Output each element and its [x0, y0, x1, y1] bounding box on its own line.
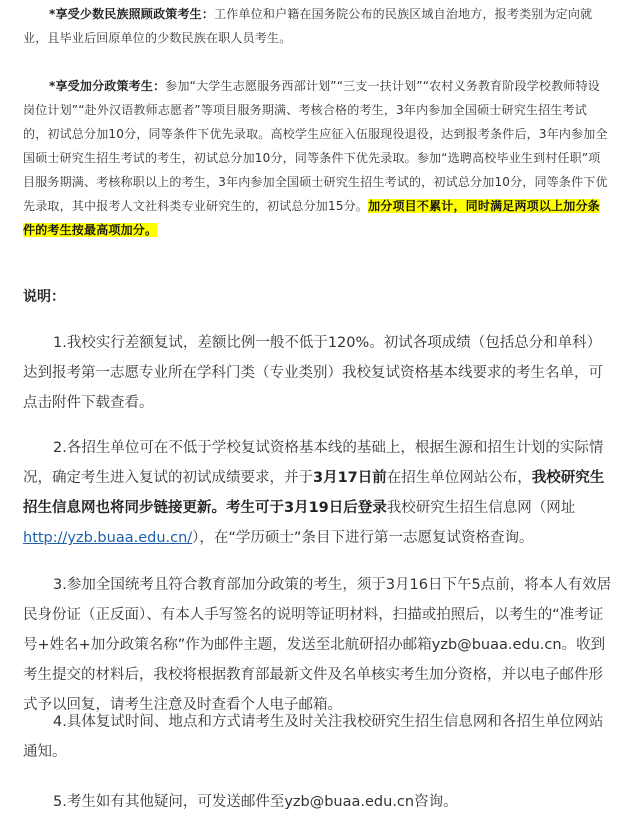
minority-policy-lead: *享受少数民族照顾政策考生：: [49, 7, 215, 21]
yzb-website-link[interactable]: http://yzb.buaa.edu.cn/: [23, 530, 193, 546]
notes-heading: 说明：: [23, 289, 65, 305]
note-4: 4.具体复试时间、地点和方式请考生及时关注我校研究生招生信息网和各招生单位网站通知。: [23, 714, 604, 760]
note-2-text-bold: 我校研究生招生信息网也将同步链接更新。考生可于3月19日后登录: [23, 470, 605, 516]
bonus-highlight-note: 加分项目不累计，同时满足两项以上加分条件的考生按最高项加分。: [23, 199, 600, 237]
note-2: [23, 433, 613, 553]
note-5: 5.考生如有其他疑问，可发送邮件至yzb@buaa.edu.cn咨询。: [53, 794, 458, 810]
note-2-text-a: 2.各招生单位可在不低于学校复试资格基本线的基础上，根据生源和招生计划的实际情况，确定考生进入复试的初试成绩要求，并于: [23, 440, 604, 486]
note-2-text-b: 在招生单位网站公布，: [386, 470, 532, 486]
note-2-text-c: 我校研究生招生信息网（网址: [386, 500, 576, 516]
bonus-policy-paragraph: [23, 74, 608, 242]
note-2-date-deadline: 3月17日前: [313, 470, 387, 486]
minority-policy-body: 工作单位和户籍在国务院公布的民族区域自治地方，报考类别为定向就业，且毕业后回原单位的少数民族在职人员考生。: [23, 7, 593, 45]
note-3: 3.参加全国统考且符合教育部加分政策的考生，须于3月16日下午5点前，将本人有效居民身份证（正反面）、有本人手写签名的说明等证明材料，扫描或拍照后，以考生的“准考证号+姓名+加分政策名称”作为邮件主题，发送至北航研招办邮箱yzb@buaa.edu.cn。收到考生提交的材料后，我校将根据教育部最新文件及名单核实考生加分资格，并以电子邮件形式予以回复，请考生注意及时查看个人电子邮箱。: [23, 577, 612, 713]
note-2-text-d: ），在“学历硕士”条目下进行第一志愿复试资格查询。: [192, 530, 534, 546]
bonus-policy-lead: *享受加分政策考生：: [49, 79, 166, 93]
bonus-policy-body: 参加“大学生志愿服务西部计划”“三支一扶计划”“农村义务教育阶段学校教师特设岗位计划”“赴外汉语教师志愿者”等项目服务期满、考核合格的考生，3年内参加全国硕士研究生招生考试的，初试总分加10分，同等条件下优先录取。高校学生应征入伍服现役退役，达到报考条件后，3年内参加全国硕士研究生招生考试的考生，初试总分加10分，同等条件下优先录取。参加“选聘高校毕业生到村任职”项目服务期满、考核称职以上的考生，3年内参加全国硕士研究生招生考试的，初试总分加10分，同等条件下优先录取，其中报考人文社科类专业研究生的，初试总分加15分。: [23, 79, 608, 213]
note-1: 1.我校实行差额复试，差额比例一般不低于120%。初试各项成绩（包括总分和单科）达到报考第一志愿专业所在学科门类（专业类别）我校复试资格基本线要求的考生名单，可点击附件下载查看。: [23, 335, 603, 411]
minority-policy-paragraph: [23, 2, 608, 50]
